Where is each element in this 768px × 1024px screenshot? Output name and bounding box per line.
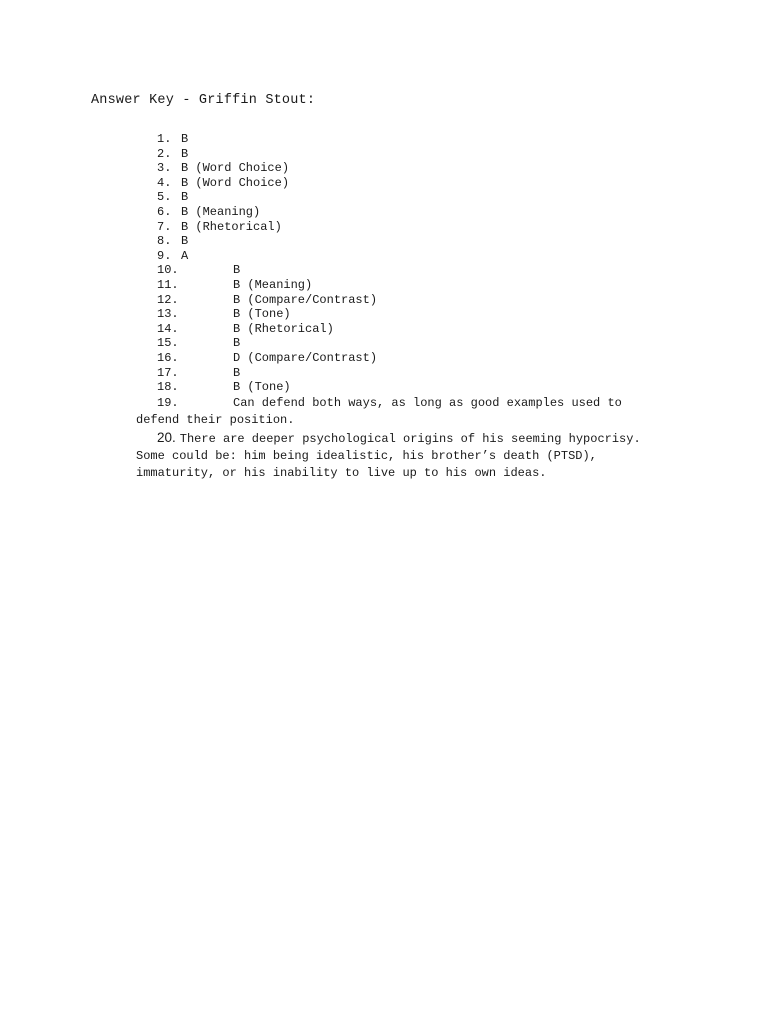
answer-item xyxy=(0,161,768,176)
answer-number: 20. xyxy=(157,430,176,445)
answer-text: B (Meaning) xyxy=(233,278,313,292)
answer-text: B xyxy=(181,147,189,161)
answer-item xyxy=(0,132,768,147)
answer-number: 5. xyxy=(157,190,172,204)
answer-number: 10. xyxy=(157,263,179,277)
answer-text: B (Rhetorical) xyxy=(181,220,282,234)
answer-number: 6. xyxy=(157,205,172,219)
answer-text: B (Word Choice) xyxy=(181,176,290,190)
answer-item xyxy=(0,147,768,162)
answer-item xyxy=(0,176,768,191)
answer-text: D (Compare/Contrast) xyxy=(233,351,378,365)
answer-item xyxy=(0,307,768,322)
answer-number: 19. xyxy=(157,396,179,410)
answer-text: B xyxy=(181,234,189,248)
answer-item xyxy=(0,234,768,249)
answer-number: 3. xyxy=(157,161,172,175)
answer-item xyxy=(0,380,768,395)
answer-text: B (Compare/Contrast) xyxy=(233,293,378,307)
answer-item xyxy=(0,351,768,366)
answer-number: 9. xyxy=(157,249,172,263)
answer-number: 2. xyxy=(157,147,172,161)
answer-text: A xyxy=(181,249,189,263)
answer-number: 12. xyxy=(157,293,179,307)
answer-item xyxy=(0,278,768,293)
answer-number: 18. xyxy=(157,380,179,394)
answer-number: 7. xyxy=(157,220,172,234)
answer-text: B (Tone) xyxy=(233,380,291,394)
answer-item xyxy=(0,293,768,308)
answer-text: B (Word Choice) xyxy=(181,161,290,175)
answer-item-19 xyxy=(136,395,656,429)
answer-text: B (Rhetorical) xyxy=(233,322,334,336)
answer-item xyxy=(0,220,768,235)
document-title: Answer Key - Griffin Stout: xyxy=(91,93,316,108)
answer-text: B xyxy=(181,132,189,146)
answer-text: B (Tone) xyxy=(233,307,291,321)
answer-number: 16. xyxy=(157,351,179,365)
answer-item xyxy=(0,336,768,351)
answer-number: 17. xyxy=(157,366,179,380)
answer-number: 4. xyxy=(157,176,172,190)
answer-number: 1. xyxy=(157,132,172,146)
answer-number: 8. xyxy=(157,234,172,248)
answer-item xyxy=(0,205,768,220)
answer-text: B xyxy=(233,263,241,277)
answer-number: 14. xyxy=(157,322,179,336)
answer-number: 11. xyxy=(157,278,179,292)
answer-text: B xyxy=(181,190,189,204)
answer-number: 15. xyxy=(157,336,179,350)
answer-item xyxy=(0,249,768,264)
answer-text: There are deeper psychological origins of his seeming hypocrisy. Some could be: him being idealistic, his brother’s death (PTSD), immaturity, or his inability to live up to his own ideas. xyxy=(136,432,641,480)
answer-number: 13. xyxy=(157,307,179,321)
answer-item-20 xyxy=(136,429,656,482)
answer-text: B xyxy=(233,336,241,350)
answer-text: Can defend both ways, as long as good examples used to defend their position. xyxy=(136,396,622,427)
answer-text: B (Meaning) xyxy=(181,205,261,219)
answer-item xyxy=(0,366,768,381)
answer-item xyxy=(0,322,768,337)
answer-item xyxy=(0,190,768,205)
answer-text: B xyxy=(233,366,241,380)
answer-item xyxy=(0,263,768,278)
